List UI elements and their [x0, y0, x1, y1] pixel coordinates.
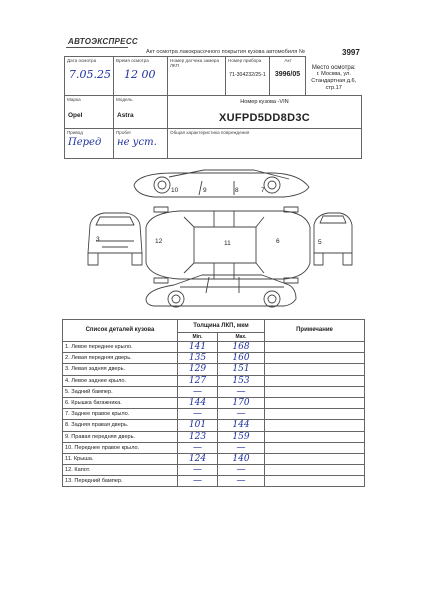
- max-value-cell: —: [218, 386, 265, 397]
- part-name-cell: 11. Крыша.: [63, 453, 178, 464]
- model-value: Astra: [117, 112, 134, 119]
- col-header-thickness: Толщина ЛКП, мкм: [178, 320, 265, 333]
- gauge-cell: [168, 57, 226, 96]
- note-cell: [265, 442, 365, 453]
- document-number: 3997: [342, 48, 360, 57]
- part-name-cell: 12. Капот.: [63, 465, 178, 476]
- inspection-info-grid: [64, 56, 362, 159]
- note-cell: [265, 409, 365, 420]
- place-value: г. Москва, ул. Стандартная д.6, стр.17: [311, 70, 357, 91]
- time-value: 12 00: [124, 68, 156, 81]
- part-name-cell: 1. Левое переднее крыло.: [63, 342, 178, 353]
- col-header-parts: Список деталей кузова: [63, 320, 178, 342]
- part-name-cell: 7. Заднее правое крыло.: [63, 409, 178, 420]
- max-value-cell: 144: [218, 420, 265, 431]
- min-value-cell: —: [178, 476, 218, 487]
- max-value-cell: —: [218, 465, 265, 476]
- act-value: 3996/05: [274, 71, 301, 78]
- table-row: [63, 465, 365, 476]
- note-cell: [265, 342, 365, 353]
- min-value-cell: —: [178, 442, 218, 453]
- min-value-cell: 123: [178, 431, 218, 442]
- date-value: 7.05.25: [69, 68, 111, 81]
- model-label: Модель: [116, 97, 133, 102]
- max-value-cell: 168: [218, 342, 265, 353]
- condition-cell: [168, 129, 362, 159]
- vin-cell: [168, 96, 362, 129]
- col-header-max: Max.: [218, 333, 265, 342]
- note-cell: [265, 386, 365, 397]
- device-cell: [226, 57, 270, 96]
- vin-label: Номер кузова -VIN: [240, 99, 289, 105]
- diagram-label-13: 3: [96, 236, 100, 243]
- table-row: [63, 409, 365, 420]
- note-cell: [265, 420, 365, 431]
- make-cell: [65, 96, 114, 129]
- table-row: [63, 431, 365, 442]
- device-value: 71-304232/25-1: [229, 72, 266, 78]
- min-value-cell: —: [178, 465, 218, 476]
- note-cell: [265, 353, 365, 364]
- max-value-cell: 151: [218, 364, 265, 375]
- place-cell: [306, 57, 362, 96]
- part-name-cell: 3. Левая задняя дверь.: [63, 364, 178, 375]
- act-cell: [270, 57, 306, 96]
- note-cell: [265, 375, 365, 386]
- note-cell: [265, 431, 365, 442]
- diagram-label-8: 8: [235, 187, 239, 194]
- paint-thickness-table: [62, 319, 365, 487]
- table-row: [63, 453, 365, 464]
- min-value-cell: —: [178, 409, 218, 420]
- model-cell: [114, 96, 168, 129]
- table-row: [63, 442, 365, 453]
- table-row: [63, 353, 365, 364]
- min-value-cell: 141: [178, 342, 218, 353]
- document-title: Акт осмотра лакокрасочного покрытия кузова автомобиля №: [146, 49, 305, 55]
- drive-value: Перед: [68, 137, 102, 148]
- part-name-cell: 6. Крышка багажника.: [63, 397, 178, 408]
- date-cell: [65, 57, 114, 96]
- device-label: Номер прибора: [228, 58, 262, 63]
- part-name-cell: 8. Задняя правая дверь.: [63, 420, 178, 431]
- vin-value: XUFPD5DD8D3C: [218, 112, 310, 124]
- table-row: [63, 386, 365, 397]
- table-row: [63, 476, 365, 487]
- act-label: Акт: [284, 58, 292, 63]
- part-name-cell: 10. Переднее правое крыло.: [63, 442, 178, 453]
- time-cell: [114, 57, 168, 96]
- diagram-label-6: 6: [276, 238, 280, 245]
- table-row: [63, 342, 365, 353]
- part-name-cell: 5. Задний бампер.: [63, 386, 178, 397]
- note-cell: [265, 364, 365, 375]
- min-value-cell: 129: [178, 364, 218, 375]
- make-value: Opel: [68, 112, 83, 119]
- table-row: [63, 420, 365, 431]
- max-value-cell: —: [218, 409, 265, 420]
- logo-underline: [66, 47, 128, 48]
- max-value-cell: 153: [218, 375, 265, 386]
- left-side-view: [146, 275, 296, 307]
- time-label: Время осмотра: [116, 58, 149, 63]
- company-logo: АВТОЭКСПРЕСС: [68, 37, 138, 46]
- car-body-diagram: [84, 165, 354, 315]
- min-value-cell: —: [178, 386, 218, 397]
- min-value-cell: 124: [178, 453, 218, 464]
- note-cell: [265, 397, 365, 408]
- max-value-cell: 170: [218, 397, 265, 408]
- diagram-label-10: 10: [171, 187, 179, 194]
- mileage-value: не уст.: [117, 137, 157, 148]
- table-row: [63, 397, 365, 408]
- min-value-cell: 101: [178, 420, 218, 431]
- table-row: [63, 364, 365, 375]
- make-label: Марка: [67, 97, 81, 102]
- part-name-cell: 9. Прaвая передняя дверь.: [63, 431, 178, 442]
- mileage-cell: [114, 129, 168, 159]
- diagram-label-11: 11: [224, 240, 231, 247]
- min-value-cell: 144: [178, 397, 218, 408]
- part-name-cell: 2. Левая передняя дверь.: [63, 353, 178, 364]
- gauge-label: Номер датчика замера ЛКП: [170, 58, 220, 68]
- right-side-view: [134, 170, 309, 197]
- min-value-cell: 127: [178, 375, 218, 386]
- min-value-cell: 135: [178, 353, 218, 364]
- diagram-label-9: 9: [203, 187, 207, 194]
- note-cell: [265, 465, 365, 476]
- condition-label: Общая характеристика повреждения: [170, 130, 250, 135]
- note-cell: [265, 476, 365, 487]
- mileage-label: Пробег: [116, 130, 132, 135]
- part-name-cell: 13. Передний бампер.: [63, 476, 178, 487]
- max-value-cell: 140: [218, 453, 265, 464]
- diagram-label-5: 5: [318, 239, 322, 246]
- place-label: Место осмотра:: [311, 64, 356, 71]
- max-value-cell: 160: [218, 353, 265, 364]
- note-cell: [265, 453, 365, 464]
- diagram-label-12: 12: [155, 238, 163, 245]
- col-header-note: Примечание: [265, 320, 365, 342]
- date-label: Дата осмотра: [67, 58, 97, 63]
- max-value-cell: —: [218, 442, 265, 453]
- diagram-label-7: 7: [261, 187, 265, 194]
- drive-label: Привод: [67, 130, 83, 135]
- max-value-cell: 159: [218, 431, 265, 442]
- part-name-cell: 4. Левое заднее крыло.: [63, 375, 178, 386]
- col-header-min: Min.: [178, 333, 218, 342]
- max-value-cell: —: [218, 476, 265, 487]
- drive-cell: [65, 129, 114, 159]
- table-row: [63, 375, 365, 386]
